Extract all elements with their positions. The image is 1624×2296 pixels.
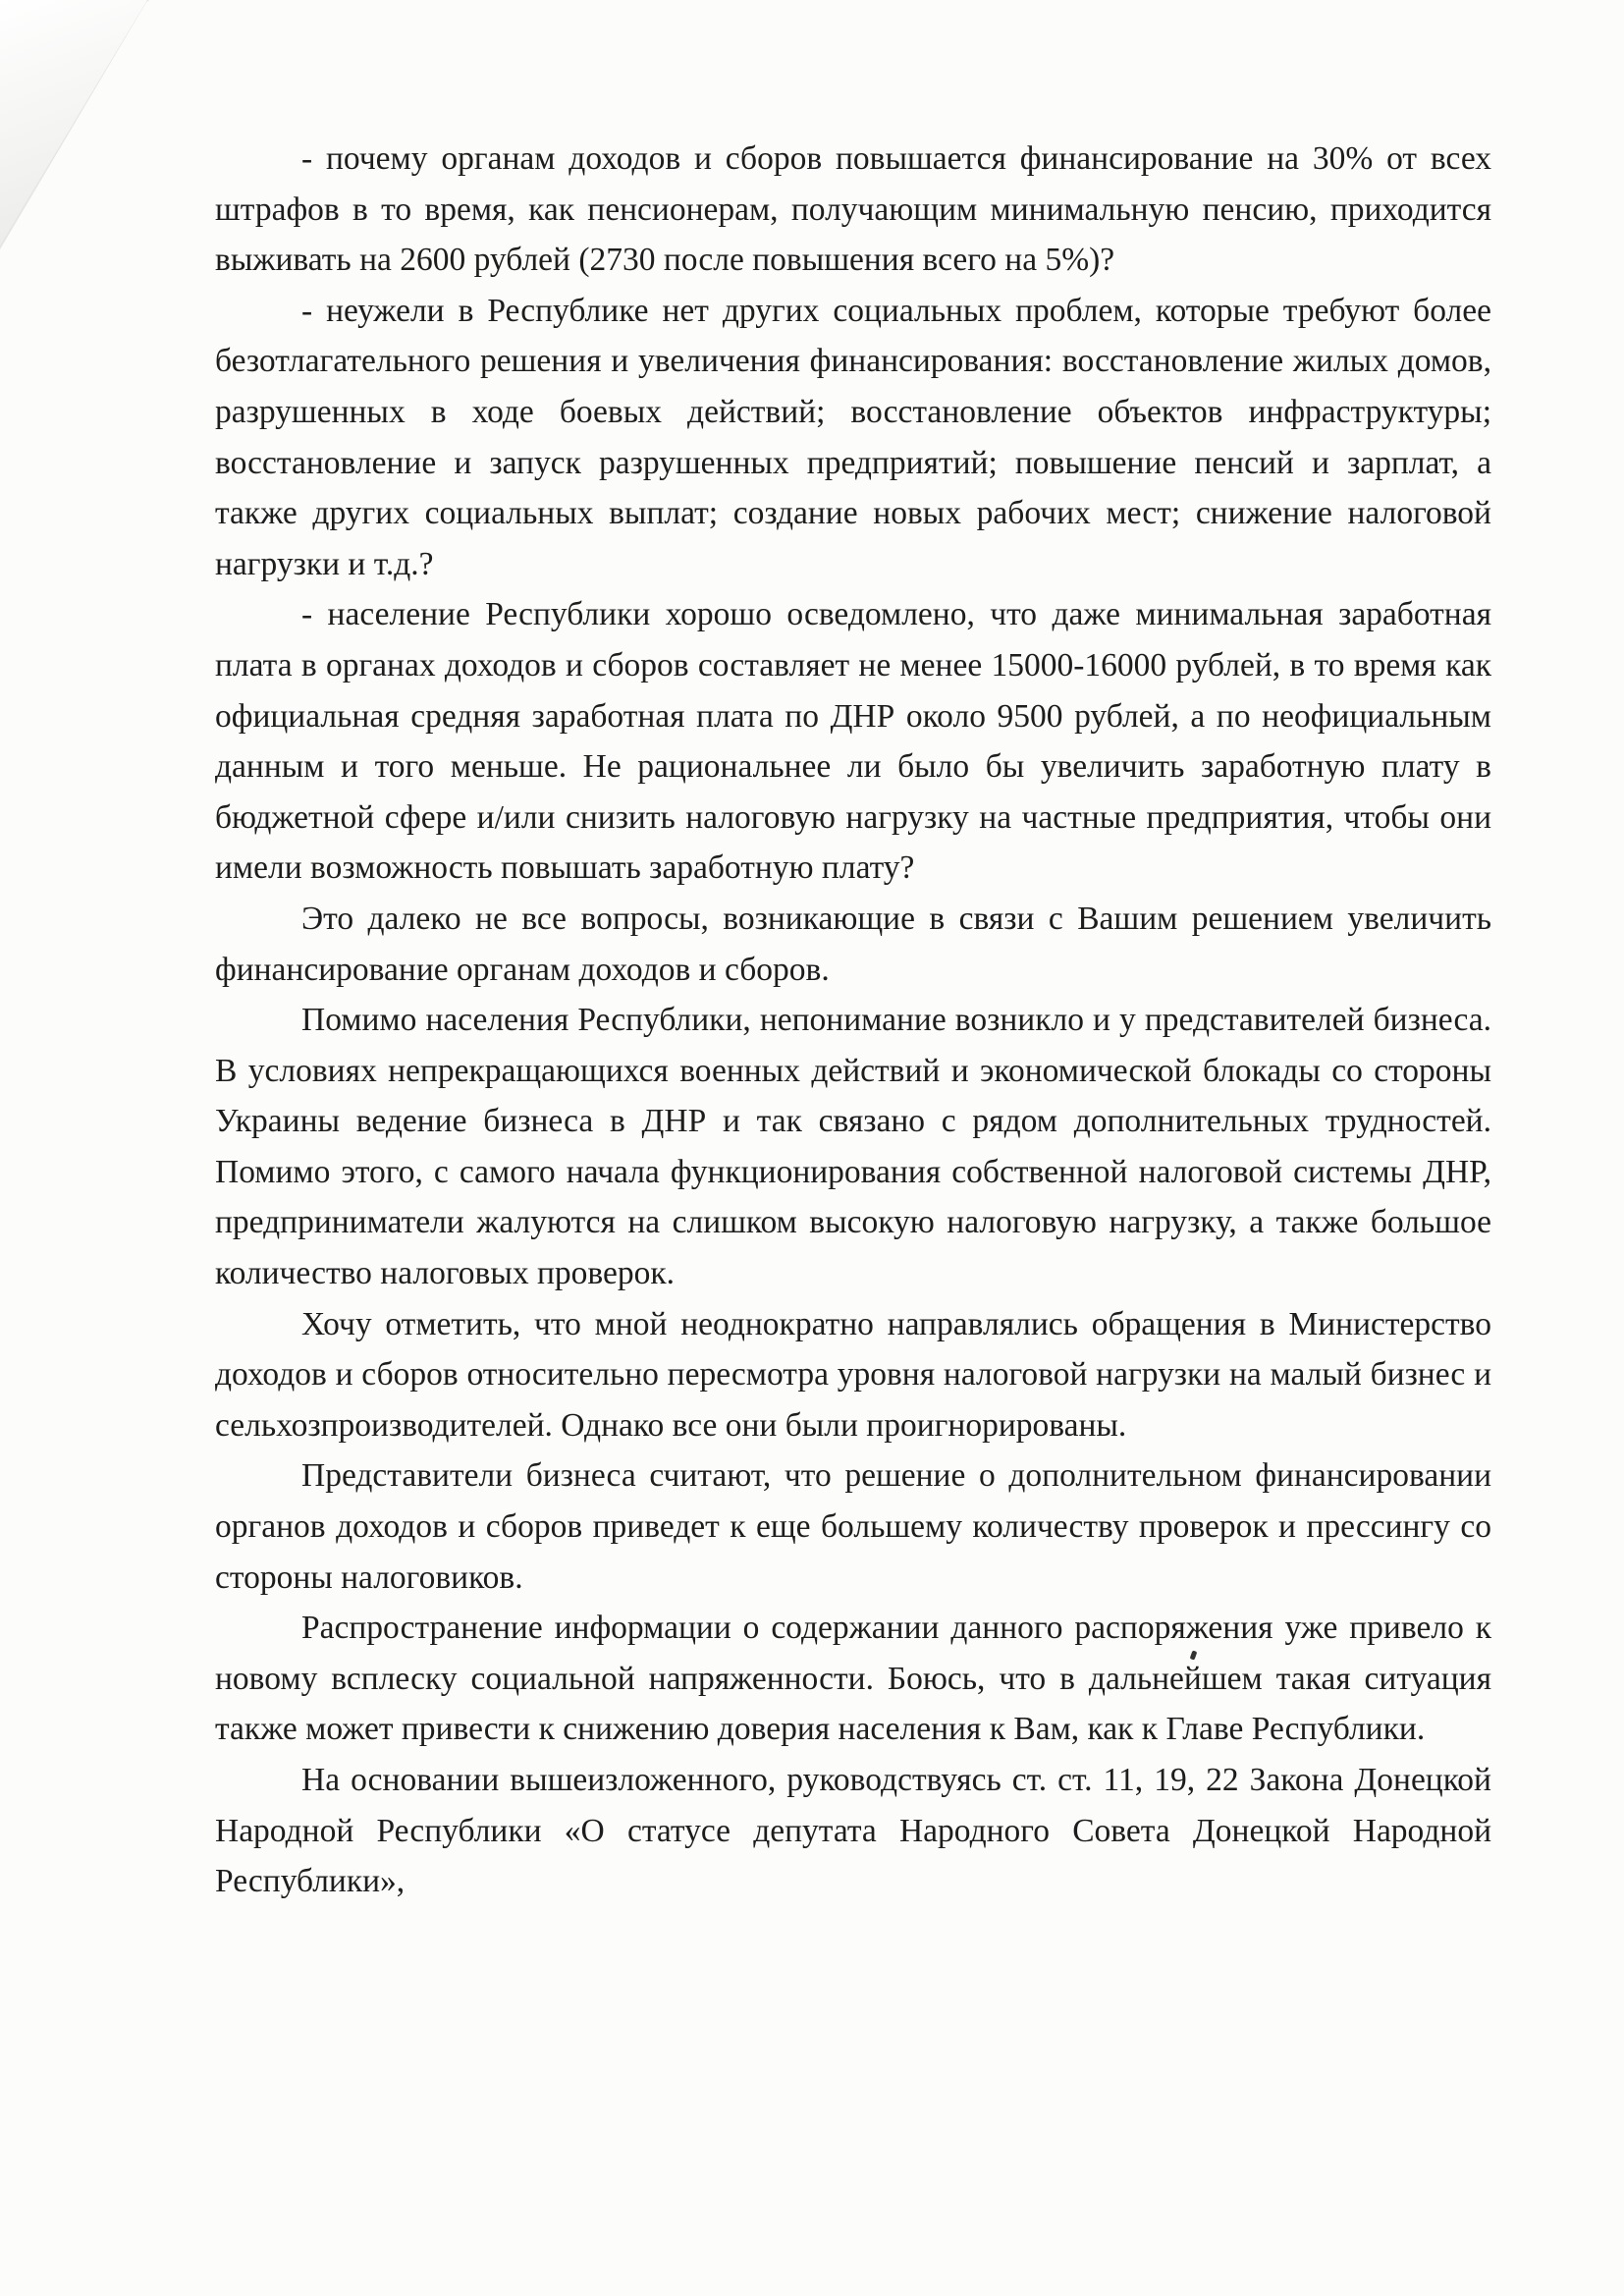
paragraph-not-all-questions: Это далеко не все вопросы, возникающие в связи с Вашим решением увеличить финансирование органам доходов и сборов.: [215, 900, 1491, 988]
paragraph-social-tension: Распространение информации о содержании данного распоряжения уже привело к новому всплеску социальной напряженности. Боюсь, что в дальнейшем такая ситуация также может привести к снижению доверия населения к Вам, как к Главе Республики.: [215, 1610, 1491, 1748]
paragraph-legal-basis: На основании вышеизложенного, руководствуясь ст. ст. 11, 19, 22 Закона Донецкой Народной Республики «О статусе депутата Народного Совета Донецкой Народной Республики»,: [215, 1762, 1491, 1900]
paragraph-business-opinion: Представители бизнеса считают, что решение о дополнительном финансировании органов доходов и сборов приведет к еще большему количеству проверок и прессингу со стороны налоговиков.: [215, 1457, 1491, 1596]
folded-corner: [0, 0, 147, 246]
paragraph-question-fines: - почему органам доходов и сборов повышается финансирование на 30% от всех штрафов в то время, как пенсионерам, получающим минимальную пенсию, приходится выживать на 2600 рублей (2730 после повышения всего на 5%)?: [215, 140, 1491, 279]
paragraph-question-social-problems: - неужели в Республике нет других социальных проблем, которые требуют более безотлагательного решения и увеличения финансирования: восстановление жилых домов, разрушенных в ходе боевых действий; восстановление объектов инфраструктуры; восстановление и запуск разрушенных предприятий; повышение пенсий и зарплат, а также других социальных выплат; создание новых рабочих мест; снижение налоговой нагрузки и т.д.?: [215, 292, 1491, 582]
document-body: [215, 134, 1491, 1907]
paragraph-appeals-ignored: Хочу отметить, что мной неоднократно направлялись обращения в Министерство доходов и сборов относительно пересмотра уровня налоговой нагрузки на малый бизнес и сельхозпроизводителей. Однако все они были проигнорированы.: [215, 1305, 1491, 1444]
paragraph-question-salaries: - население Республики хорошо осведомлено, что даже минимальная заработная плата в органах доходов и сборов составляет не менее 15000-16000 рублей, в то время как официальная средняя заработная плата по ДНР около 9500 рублей, а по неофициальным данным и того меньше. Не рациональнее ли было бы увеличить заработную плату в бюджетной сфере и/или снизить налоговую нагрузку на частные предприятия, чтобы они имели возможность повышать заработную плату?: [215, 596, 1491, 887]
paragraph-business-misunderstanding: Помимо населения Республики, непонимание возникло и у представителей бизнеса. В условиях непрекращающихся военных действий и экономической блокады со стороны Украины ведение бизнеса в ДНР и так связано с рядом дополнительных трудностей. Помимо этого, с самого начала функционирования собственной налоговой системы ДНР, предприниматели жалуются на слишком высокую налоговую нагрузку, а также большое количество налоговых проверок.: [215, 1002, 1491, 1292]
